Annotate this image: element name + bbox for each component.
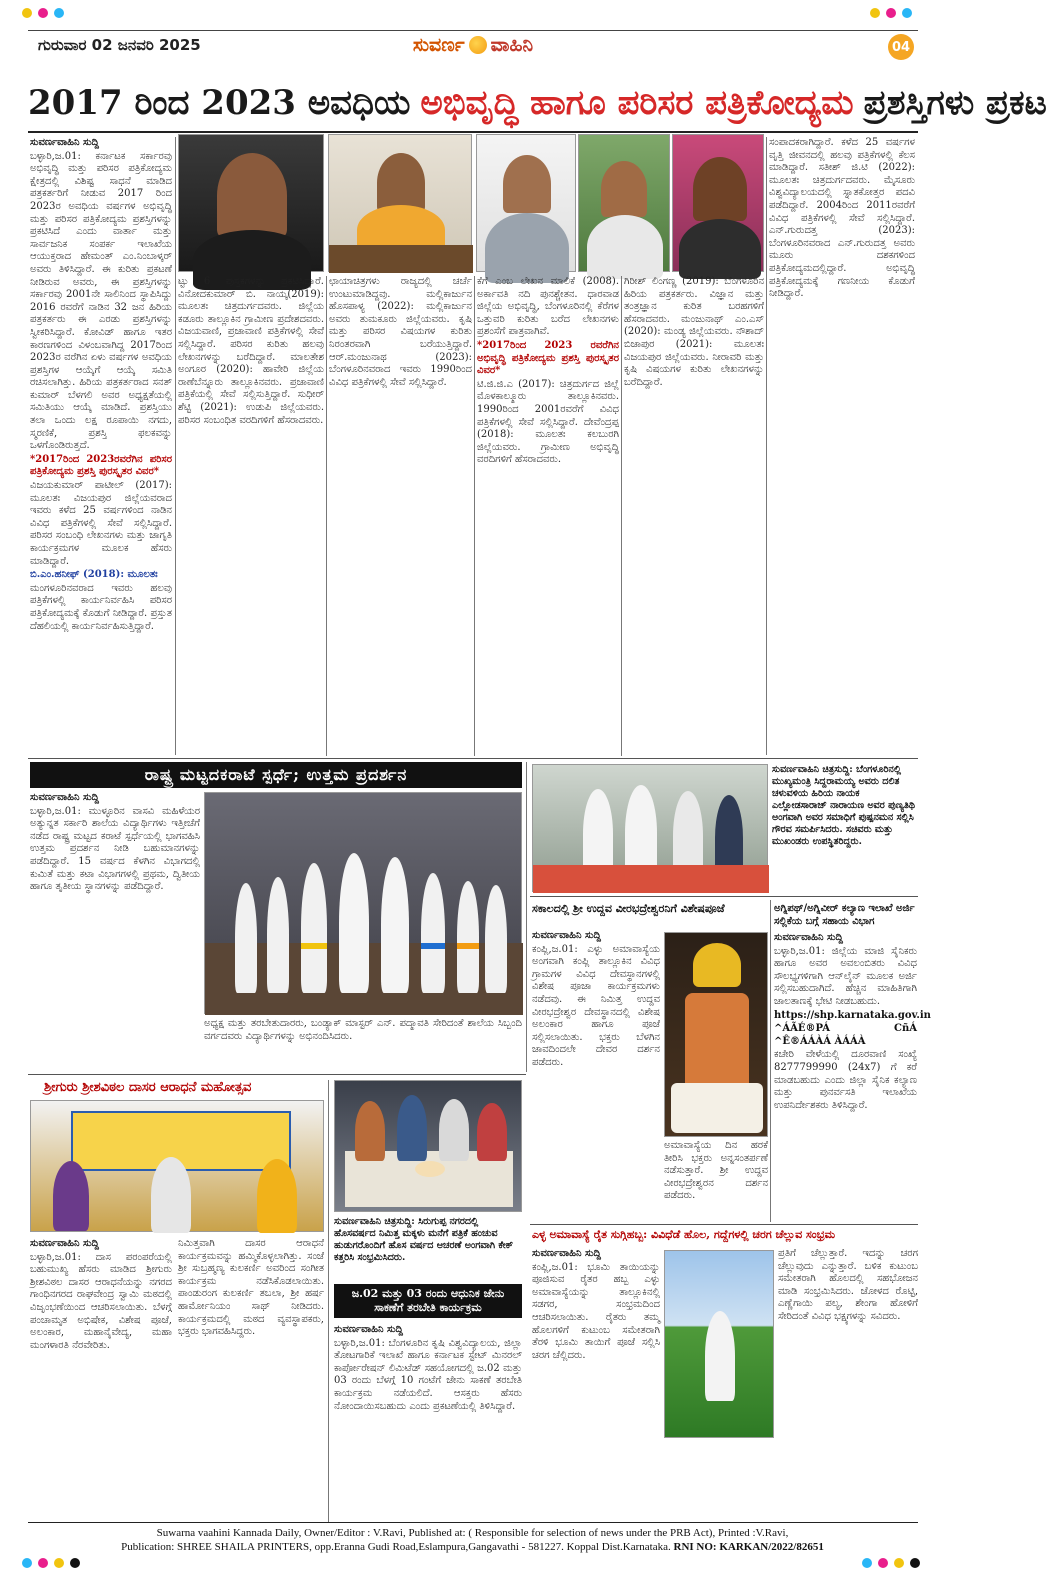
lead-story-column-2: [178, 276, 324, 756]
imprint-line-2: [20, 1540, 925, 1554]
registration-mark-yellow: [870, 8, 880, 18]
issue-date: ಗುರುವಾರ 02 ಜನವರಿ 2025: [38, 36, 201, 54]
section-divider: [28, 758, 918, 759]
amavasya-article-continued: [778, 1248, 918, 1520]
registration-mark-magenta: [878, 1558, 888, 1568]
imprint-footer: [20, 1526, 925, 1554]
lead-col5-text: ಗಿರೀಶ್ ಲಿಂಗಣ್ಣ (2019): ಬೆಂಗಳೂರಿನ ಹಿರಿಯ ಪತ್ರಕರ್ತರು. ವಿಜ್ಞಾನ ಮತ್ತು ತಂತ್ರಜ್ಞಾನ ಕುರಿತ ಬರಹಗಳಿಗೆ ಹೆಸರಾದವರು. ಮಂಜುನಾಥ್ ಎಂ.ಎಸ್ (2020): ಮಂಡ್ಯ ಜಿಲ್ಲೆಯವರು. ನೌಶಾದ್ ಬಿಜಾಪುರ (2021): ಮೂಲತಃ ವಿಜಯಪುರ ಜಿಲ್ಲೆಯವರು. ನೀರಾವರಿ ಮತ್ತು ಕೃಷಿ ವಿಷಯಗಳ ಕುರಿತು ಲೇಖನಗಳನ್ನು ಬರೆದಿದ್ದಾರೆ.: [624, 276, 764, 388]
lead-byline: ಸುವರ್ಣವಾಹಿನಿ ಸುದ್ದಿ: [30, 137, 99, 148]
agniveer-body: ಬಳ್ಳಾರಿ,ಜ.01: ಜಿಲ್ಲೆಯ ಮಾಜಿ ಸೈನಿಕರು ಹಾಗೂ ಅವರ ಅವಲಂಬಿತರು ವಿವಿಧ ಸೌಲಭ್ಯಗಳಿಗಾಗಿ ಆನ್‌ಲೈನ್ ಮೂಲಕ ಅರ್ಜಿ ಸಲ್ಲಿಸಬಹುದಾಗಿದೆ. ಹೆಚ್ಚಿನ ಮಾಹಿತಿಗಾಗಿ ಜಾಲತಾಣಕ್ಕೆ ಭೇಟಿ ನೀಡಬಹುದು.: [774, 945, 917, 1007]
portrait-photo-journalist-3: [476, 134, 576, 272]
masthead-logo: [398, 32, 548, 58]
column-divider: [766, 137, 767, 755]
cm-photo-caption: ಸುವರ್ಣವಾಹಿನಿ ಚಿತ್ರಸುದ್ದಿ: ಬೆಂಗಳೂರಿನಲ್ಲಿ ಮುಖ್ಯಮಂತ್ರಿ ಸಿದ್ದರಾಮಯ್ಯ ಅವರು ದಲಿತ ಚಳುವಳಿಯ ಹಿರಿಯ ನಾಯಕ ಎಲ್ಲೋಡಸಾರಾಜ್ ನಾರಾಯಣ ಅವರ ಪುಣ್ಯತಿಥಿ ಅಂಗವಾಗಿ ಅವರ ಸಮಾಧಿಗೆ ಪುಷ್ಪನಮನ ಸಲ್ಲಿಸಿ ಗೌರವ ಸಮರ್ಪಿಸಿದರು. ಸಚಿವರು ಮತ್ತು ಮುಖಂಡರು ಉಪಸ್ಥಿತರಿದ್ದರು.: [772, 764, 916, 847]
amavasya-body: ಕಂಪ್ಲಿ,ಜ.01: ಭೂಮಿ ತಾಯಿಯನ್ನು ಪೂಜಿಸುವ ರೈತರ ಹಬ್ಬ ಎಳ್ಳು ಅಮಾವಾಸ್ಯೆಯನ್ನು ತಾಲ್ಲೂಕಿನಲ್ಲಿ ಸಡಗರ, ಸಂಭ್ರಮದಿಂದ ಆಚರಿಸಲಾಯಿತು. ರೈತರು ತಮ್ಮ ಹೊಲಗಳಿಗೆ ಕುಟುಂಬ ಸಮೇತರಾಗಿ ತೆರಳಿ ಭೂಮಿ ತಾಯಿಗೆ ಪೂಜೆ ಸಲ್ಲಿಸಿ ಚರಗ ಚೆಲ್ಲಿದರು.: [532, 1261, 660, 1361]
registration-mark-black: [910, 1558, 920, 1568]
lead-col4a-text: ಕೆಗೆ ಎಂಬ ಲೇಖನ ಮಾಲಿಕೆ (2008). ಅರ್ಕಾವತಿ ನದಿ ಪುನಶ್ಚೇತನ. ಧಾರವಾಡ ಜಿಲ್ಲೆಯ ಅಭಿವೃದ್ಧಿ, ಬೆಂಗಳೂರಿನಲ್ಲಿ ಕೆರೆಗಳ ಒತ್ತುವರಿ ಕುರಿತು ಬರೆದ ಲೇಖನಗಳು ಪ್ರಶಂಸೆಗೆ ಪಾತ್ರವಾಗಿವೆ.: [477, 276, 619, 338]
lead-story-column-4: [477, 276, 619, 756]
lead-story-column-1: [30, 137, 172, 755]
karate-article: [30, 792, 200, 1062]
main-headline: [28, 78, 1047, 128]
lead-subhead-environment: *2017ರಿಂದ 2023ರವರೆಗಿನ ಪರಿಸರ ಪತ್ರಿಕೋದ್ಯಮ ಪ್ರಶಸ್ತಿ ಪುರಸ್ಕೃತರ ವಿವರ*: [30, 453, 172, 478]
registration-mark-cyan: [902, 8, 912, 18]
column-divider: [328, 1080, 329, 1522]
aradhane-body: ಬಳ್ಳಾರಿ,ಜ.01: ದಾಸ ಪರಂಪರೆಯಲ್ಲಿ ಬಹುಮುಖ್ಯ ಹೆಸರು ಮಾಡಿದ ಶ್ರೀಗುರು ಶ್ರೀಶವಿಠಲ ದಾಸರ ಆರಾಧನೆಯನ್ನು ನಗರದ ಗಾಂಧಿನಗರದ ರಾಘವೇಂದ್ರ ಸ್ವಾಮಿ ಮಠದಲ್ಲಿ ವಿಜೃಂಭಣೆಯಿಂದ ಆಚರಿಸಲಾಯಿತು. ಬೆಳಗ್ಗೆ ಪಂಚಾಮೃತ ಅಭಿಷೇಕ, ವಿಶೇಷ ಪೂಜೆ, ಅಲಂಕಾರ, ಮಹಾನೈವೇದ್ಯ, ಮಹಾ ಮಂಗಳಾರತಿ ನೆರವೇರಿತು.: [30, 1251, 172, 1351]
lead-col1c-text: ಮಂಗಳೂರಿನವರಾದ ಇವರು ಹಲವು ಪತ್ರಿಕೆಗಳಲ್ಲಿ ಕಾರ್ಯನಿರ್ವಹಿಸಿ ಪರಿಸರ ಪತ್ರಿಕೋದ್ಯಮಕ್ಕೆ ಕೊಡುಗೆ ನೀಡಿದ್ದಾರೆ. ಪ್ರಸ್ತುತ ದೆಹಲಿಯಲ್ಲಿ ಕಾರ್ಯನಿರ್ವಹಿಸುತ್ತಿದ್ದಾರೆ.: [30, 582, 172, 632]
masthead-part1: ಸುವರ್ಣ: [412, 34, 465, 56]
imprint-line-1: Suwarna vaahini Kannada Daily, Owner/Editor : V.Ravi, Published at: ( Responsible for selection of news under the PRB Act), Printed :V.Ravi,: [156, 1527, 789, 1539]
lead-col3-text: ಛಾಯಾಚಿತ್ರಗಳು ರಾಜ್ಯದಲ್ಲಿ ಚರ್ಚೆ ಉಂಟುಮಾಡಿದ್ದವು. ಮಲ್ಲಿಕಾರ್ಜುನ ಹೊಸಪಾಳ್ಯ (2022): ಮಲ್ಲಿಕಾರ್ಜುನ ಅವರು ತುಮಕೂರು ಜಿಲ್ಲೆಯವರು. ಕೃಷಿ ಮತ್ತು ಪರಿಸರ ವಿಷಯಗಳ ಕುರಿತು ನಿರಂತರವಾಗಿ ಬರೆಯುತ್ತಿದ್ದಾರೆ. ಆರ್.ಮಂಜುನಾಥ (2023): ಬೆಂಗಳೂರಿನವರಾದ ಇವರು 1990ರಿಂದ ವಿವಿಧ ಪತ್ರಿಕೆಗಳಲ್ಲಿ ಸೇವೆ ಸಲ್ಲಿಸಿದ್ದಾರೆ.: [329, 276, 472, 388]
column-divider: [526, 762, 527, 1072]
veerabhadra-title: ಸಕಾಲದಲ್ಲಿ ಶ್ರೀ ಉದ್ದವ ವೀರಭದ್ರೇಶ್ವರನಿಗೆ ವಿಶೇಷಪೂಜೆ: [532, 902, 725, 915]
section-divider: [28, 1074, 526, 1075]
veerabhadra-caption-text: ಅಮಾವಾಸ್ಯೆಯ ದಿನ ಹರಕೆ ತೀರಿಸಿ ಭಕ್ತರು ಅನ್ನಸಂತರ್ಪಣೆ ನಡೆಸುತ್ತಾರೆ. ಶ್ರೀ ಉದ್ದವ ವೀರಭದ್ರೇಶ್ವರನ ದರ್ಶನ ಪಡೆದರು.: [664, 1140, 768, 1202]
veerabhadra-article: [532, 930, 660, 1220]
masthead-part2: ವಾಹಿನಿ: [490, 34, 534, 56]
agniveer-garbled-text: ^ÁÃÉ®PÁ CñÁ ^Ê®ÁÁÀÁ ÀÁÁÀ: [774, 1023, 917, 1047]
rni-number: RNI NO: KARKAN/2022/82651: [673, 1541, 824, 1553]
children-cake-photo: [334, 1080, 522, 1212]
agniveer-byline: ಸುವರ್ಣವಾಹಿನಿ ಸುದ್ದಿ: [774, 932, 843, 943]
portrait-photo-journalist-5: [672, 134, 764, 272]
agniveer-title: ಅಗ್ನಿಪಥ್/ಅಗ್ನಿವೀರ್ ಕಲ್ಯಾಣ ಇಲಾಖೆ ಅರ್ಜಿ ಸಲ್ಲಿಕೆಯ ಬಗ್ಗೆ ಸಹಾಯ ವಿಭಾಗ: [774, 903, 915, 927]
aradhane-article-continued: [178, 1238, 324, 1520]
veerabhadra-idol-photo: [664, 932, 768, 1137]
column-divider: [175, 137, 176, 755]
agniveer-url: https://shp.karnataka.gov.in: [774, 1009, 931, 1021]
aradhane-body-2: ನಿಮಿತ್ತವಾಗಿ ದಾಸರ ಆರಾಧನೆ ಕಾರ್ಯಕ್ರಮವನ್ನು ಹಮ್ಮಿಕೊಳ್ಳಲಾಗಿತ್ತು. ಸಂಜೆ ಶ್ರೀ ಸುಬ್ರಹ್ಮಣ್ಯ ಕುಲಕರ್ಣಿ ಅವರಿಂದ ಸಂಗೀತ ಕಾರ್ಯಕ್ರಮ ನಡೆಸಿಕೊಡಲಾಯಿತು. ಪಾಂಡುರಂಗ ಕುಲಕರ್ಣಿ ತಬಲಾ, ಶ್ರೀ ಹರ್ಷ ಹಾರ್ಮೋನಿಯಂ ಸಾಥ್ ನೀಡಿದರು. ಕಾರ್ಯಕ್ರಮದಲ್ಲಿ ಮಠದ ವ್ಯವಸ್ಥಾಪಕರು, ಭಕ್ತರು ಭಾಗವಹಿಸಿದ್ದರು.: [178, 1238, 324, 1338]
veerabhadra-photo-caption: [664, 1140, 768, 1222]
registration-mark-magenta: [38, 1558, 48, 1568]
training-title: ಜ.02 ಮತ್ತು 03 ರಂದು ಆಧುನಿಕ ಜೇನು ಸಾಕಣೆಗೆ ತರಬೇತಿ ಕಾರ್ಯಕ್ರಮ: [334, 1284, 522, 1318]
veerabhadra-body: ಕಂಪ್ಲಿ,ಜ.01: ಎಳ್ಳು ಅಮಾವಾಸ್ಯೆಯ ಅಂಗವಾಗಿ ಕಂಪ್ಲಿ ತಾಲ್ಲೂಕಿನ ವಿವಿಧ ಗ್ರಾಮಗಳ ವಿವಿಧ ದೇವಸ್ಥಾನಗಳಲ್ಲಿ ವಿಶೇಷ ಪೂಜಾ ಕಾರ್ಯಕ್ರಮಗಳು ನಡೆದವು. ಈ ನಿಮಿತ್ತ ಉದ್ದವ ವೀರಭದ್ರೇಶ್ವರ ದೇವಸ್ಥಾನದಲ್ಲಿ ವಿಶೇಷ ಅಲಂಕಾರ ಹಾಗೂ ಪೂಜೆ ಸಲ್ಲಿಸಲಾಯಿತು. ಭಕ್ತರು ಬೆಳಗಿನ ಜಾವದಿಂದಲೇ ದೇವರ ದರ್ಶನ ಪಡೆದರು.: [532, 943, 660, 1068]
globe-icon: [469, 36, 487, 54]
farmer-field-photo: [664, 1250, 774, 1438]
registration-mark-cyan: [54, 8, 64, 18]
children-photo-caption: ಸುವರ್ಣವಾಹಿನಿ ಚಿತ್ರಸುದ್ದಿ: ಸಿರುಗುಪ್ಪ ನಗರದಲ್ಲಿ ಹೊಸವರ್ಷದ ನಿಮಿತ್ತ ಮಕ್ಕಳು ಮನೆಗೆ ಪತ್ರಿಕೆ ಹಂಚುವ ಹುಡುಗರೊಂದಿಗೆ ಹೊಸ ವರ್ಷದ ಆಚರಣೆ ಅಂಗವಾಗಿ ಕೇಕ್ ಕತ್ತರಿಸಿ ಸಂಭ್ರಮಿಸಿದರು.: [334, 1216, 514, 1263]
lead-col1b-text: ವಿಜಯಕುಮಾರ್ ಪಾಟೀಲ್ (2017): ಮೂಲತಃ ವಿಜಯಪುರ ಜಿಲ್ಲೆಯವರಾದ ಇವರು ಕಳೆದ 25 ವರ್ಷಗಳಿಂದ ನಾಡಿನ ವಿವಿಧ ಪತ್ರಿಕೆಗಳಲ್ಲಿ ಸೇವೆ ಸಲ್ಲಿಸಿದ್ದಾರೆ. ಪರಿಸರ ಸಂಬಂಧಿ ಲೇಖನಗಳು ಮತ್ತು ಜಾಗೃತಿ ಕಾರ್ಯಕ್ರಮಗಳ ಮೂಲಕ ಹೆಸರು ಮಾಡಿದ್ದಾರೆ.: [30, 480, 172, 567]
column-divider: [326, 276, 327, 756]
section-divider: [530, 1224, 918, 1225]
headline-rule: [28, 131, 918, 133]
training-body: ಬಳ್ಳಾರಿ,ಜ.01: ಬೆಂಗಳೂರಿನ ಕೃಷಿ ವಿಶ್ವವಿದ್ಯಾಲಯ, ಜಿಲ್ಲಾ ತೋಟಗಾರಿಕೆ ಇಲಾಖೆ ಹಾಗೂ ಕರ್ನಾಟಕ ಸ್ಟೇಟ್ ಮಿನರಲ್ ಕಾರ್ಪೋರೇಷನ್ ಲಿಮಿಟೆಡ್ ಸಹಯೋಗದಲ್ಲಿ ಜ.02 ಮತ್ತು 03 ರಂದು ಬೆಳಗ್ಗೆ 10 ಗಂಟೆಗೆ ಜೇನು ಸಾಕಣೆ ತರಬೇತಿ ಕಾರ್ಯಕ್ರಮ ನಡೆಯಲಿದೆ. ಆಸಕ್ತರು ಹೆಸರು ನೋಂದಾಯಿಸಬಹುದು ಎಂದು ಪ್ರಕಟಣೆಯಲ್ಲಿ ತಿಳಿಸಿದ್ದಾರೆ.: [334, 1337, 522, 1412]
headline-part3: ಪ್ರಶಸ್ತಿಗಳು ಪ್ರಕಟ: [863, 83, 1047, 123]
headline-part1: 2017 ರಿಂದ 2023 ಅವಧಿಯ: [28, 83, 411, 123]
registration-mark-magenta: [886, 8, 896, 18]
page-number-badge: 04: [888, 34, 914, 60]
training-byline: ಸುವರ್ಣವಾಹಿನಿ ಸುದ್ದಿ: [334, 1324, 403, 1335]
amavasya-article: [532, 1248, 660, 1520]
lead-story-column-5: [624, 276, 764, 756]
lead-col4b-text: ಟಿ.ಜಿ.ಜಿ.ಎ (2017): ಚಿತ್ರದುರ್ಗದ ಜಿಲ್ಲೆ ಮೊಳಕಾಲ್ಮೂರು ತಾಲ್ಲೂಕಿನವರು. 1990ರಿಂದ 2001ರವರೆಗೆ ವಿವಿಧ ಪತ್ರಿಕೆಗಳಲ್ಲಿ ಸೇವೆ ಸಲ್ಲಿಸಿದ್ದಾರೆ. ದೇವೆಂದ್ರಪ್ಪ (2018): ಮೂಲತಃ ಕಲಬುರಗಿ ಜಿಲ್ಲೆಯವರು. ಗ್ರಾಮೀಣ ಅಭಿವೃದ್ಧಿ ವರದಿಗಳಿಗೆ ಹೆಸರಾದವರು.: [477, 378, 619, 466]
registration-mark-magenta: [38, 8, 48, 18]
agniveer-body-2: ಕಚೇರಿ ವೇಳೆಯಲ್ಲಿ ದೂರವಾಣಿ ಸಂಖ್ಯೆ 8277799990 (24x7) ಗೆ ಕರೆ ಮಾಡಬಹುದು ಎಂದು ಜಿಲ್ಲಾ ಸೈನಿಕ ಕಲ್ಯಾಣ ಮತ್ತು ಪುನರ್ವಸತಿ ಇಲಾಖೆಯ ಉಪನಿರ್ದೇಶಕರು ತಿಳಿಸಿದ್ದಾರೆ.: [774, 1049, 917, 1111]
portrait-photo-journalist-4: [578, 134, 670, 272]
lead-story-column-3: [329, 276, 472, 756]
training-article: [334, 1324, 522, 1520]
column-divider: [770, 900, 771, 1222]
karate-team-photo: [204, 792, 522, 1014]
karate-body: ಬಳ್ಳಾರಿ,ಜ.01: ಮುಳ್ಳೂರಿನ ವಾಸವಿ ಮಹಿಳೆಯರ ಅತ್ಯುನ್ನತ ಸರ್ಕಾರಿ ಶಾಲೆಯ ವಿದ್ಯಾರ್ಥಿಗಳು ಇತ್ತೀಚೆಗೆ ನಡೆದ ರಾಷ್ಟ್ರ ಮಟ್ಟದ ಕರಾಟೆ ಸ್ಪರ್ಧೆಯಲ್ಲಿ ಭಾಗವಹಿಸಿ ಉತ್ತಮ ಪ್ರದರ್ಶನ ನೀಡಿ ಬಹುಮಾನಗಳನ್ನು ಪಡೆದಿದ್ದಾರೆ. 15 ವರ್ಷದ ಕೆಳಗಿನ ವಿಭಾಗದಲ್ಲಿ ಕುಮಿತೆ ಮತ್ತು ಕಟಾ ವಿಭಾಗಗಳಲ್ಲಿ ಪ್ರಥಮ, ದ್ವಿತೀಯ ಹಾಗೂ ತೃತೀಯ ಸ್ಥಾನಗಳನ್ನು ಪಡೆದಿದ್ದಾರೆ.: [30, 805, 200, 893]
karate-byline: ಸುವರ್ಣವಾಹಿನಿ ಸುದ್ದಿ: [30, 792, 99, 803]
karate-section-title: ರಾಷ್ಟ್ರ ಮಟ್ಟದಕರಾಟೆ ಸ್ಪರ್ಧೆ; ಉತ್ತಮ ಪ್ರದರ್ಶನ: [30, 762, 522, 788]
karate-photo-caption: [204, 1018, 522, 1070]
registration-mark-yellow: [894, 1558, 904, 1568]
portrait-photo-journalist-2: [328, 134, 472, 272]
aradhane-byline: ಸುವರ್ಣವಾಹಿನಿ ಸುದ್ದಿ: [30, 1238, 99, 1249]
headline-part2: ಅಭಿವೃದ್ಧಿ ಹಾಗೂ ಪರಿಸರ ಪತ್ರಿಕೋದ್ಯಮ: [420, 83, 854, 123]
aradhane-music-photo: [30, 1100, 324, 1232]
lead-subhead-hanif: ಬಿ.ಎಂ.ಹನೀಫ್ (2018): ಮೂಲತಃ: [30, 569, 158, 581]
amavasya-title: ಎಳ್ಳ ಅಮಾವಾಸ್ಯೆ ರೈತ ಸುಗ್ಗಿಹಬ್ಬ: ವಿವಿಧೆಡೆ ಹೊಲ, ಗದ್ದೆಗಳಲ್ಲಿ ಚರಗ ಚೆಲ್ಲುವ ಸಂಭ್ರಮ: [532, 1228, 836, 1241]
lead-story-column-6: [769, 137, 915, 755]
amavasya-byline: ಸುವರ್ಣವಾಹಿನಿ ಸುದ್ದಿ: [532, 1248, 601, 1259]
karate-caption-text: ಅಧ್ಯಕ್ಷ ಮತ್ತು ತರಬೇತುದಾರರು, ಬಂಡ್ಯಾಕ್ ಮಾಸ್ಟರ್ ಎನ್. ಪದ್ಮಾವತಿ ಸೇರಿದಂತೆ ಶಾಲೆಯ ಸಿಬ್ಬಂದಿ ವರ್ಗದವರು ವಿದ್ಯಾರ್ಥಿಗಳನ್ನು ಅಭಿನಂದಿಸಿದರು.: [204, 1018, 522, 1042]
lead-subhead-development: *2017ರಿಂದ 2023 ರವರೆಗಿನ ಅಭಿವೃದ್ಧಿ ಪತ್ರಿಕೋದ್ಯಮ ಪ್ರಶಸ್ತಿ ಪುರಸ್ಕೃತರ ವಿವರ*: [477, 339, 619, 377]
column-divider: [621, 276, 622, 756]
section-divider: [530, 896, 918, 897]
cm-tribute-photo: [532, 764, 768, 892]
lead-col1-text: ಬಳ್ಳಾರಿ,ಜ.01: ಕರ್ನಾಟಕ ಸರ್ಕಾರವು ಅಭಿವೃದ್ಧಿ ಮತ್ತು ಪರಿಸರ ಪತ್ರಿಕೋದ್ಯಮ ಕ್ಷೇತ್ರದಲ್ಲಿ ವಿಶಿಷ್ಟ ಸಾಧನೆ ಮಾಡಿದ ಪತ್ರಕರ್ತರಿಗೆ ನೀಡುವ 2017 ರಿಂದ 2023ರ ಅವಧಿಯ ವರ್ಷಗಳ ಅಭಿವೃದ್ಧಿ ಮತ್ತು ಪರಿಸರ ಪತ್ರಿಕೋದ್ಯಮ ಪ್ರಶಸ್ತಿಗಳನ್ನು ಪ್ರಕಟಿಸಿದೆ ಎಂದು ವಾರ್ತಾ ಮತ್ತು ಸಾರ್ವಜನಿಕ ಸಂಪರ್ಕ ಇಲಾಖೆಯ ಆಯುಕ್ತರಾದ ಹೇಮಂತ್ ಎಂ.ನಿಂಬಾಳ್ಕರ್ ಅವರು ತಿಳಿಸಿದ್ದಾರೆ. ಈ ಕುರಿತು ಪ್ರಕಟಣೆ ನೀಡಿರುವ ಅವರು, ಈ ಪ್ರಶಸ್ತಿಗಳನ್ನು ಸರ್ಕಾರವು 2001ನೇ ಸಾಲಿನಿಂದ ಸ್ಥಾಪಿಸಿದ್ದು 2016 ರವರೆಗೆ ನಾಡಿನ 32 ಜನ ಹಿರಿಯ ಪತ್ರಕರ್ತರು ಈ ಎರಡು ಪ್ರಶಸ್ತಿಗಳನ್ನು ಸ್ವೀಕರಿಸಿದ್ದಾರೆ. ಕೋವಿಡ್ ಹಾಗೂ ಇತರ ಕಾರಣಗಳಿಂದ ವಿಳಂಬವಾಗಿದ್ದ 2017ರಿಂದ 2023ರ ವರೆಗಿನ ಏಳು ವರ್ಷಗಳ ಅವಧಿಯ ಪ್ರಶಸ್ತಿಗಳ ಆಯ್ಕೆಗೆ ಆಯ್ಕೆ ಸಮಿತಿ ರಚಿಸಲಾಗಿತ್ತು. ಹಿರಿಯ ಪತ್ರಕರ್ತರಾದ ಸನತ್ ಕುಮಾರ್ ಬೆಳಗಲಿ ಅವರ ಅಧ್ಯಕ್ಷತೆಯಲ್ಲಿ ಸಮಿತಿಯು ಆಯ್ಕೆ ಮಾಡಿದೆ. ಪ್ರಶಸ್ತಿಯು ತಲಾ ಒಂದು ಲಕ್ಷ ರೂಪಾಯಿ ನಗದು, ಸ್ಮರಣಿಕೆ, ಪ್ರಶಸ್ತಿ ಫಲಕವನ್ನು ಒಳಗೊಂಡಿರುತ್ತದೆ.: [30, 150, 172, 452]
header-top-rule: [28, 30, 918, 31]
registration-mark-cyan: [862, 1558, 872, 1568]
registration-mark-cyan: [22, 1558, 32, 1568]
aradhane-title: ಶ್ರೀಗುರು ಶ್ರೀಶವಿಠಲ ದಾಸರ ಆರಾಧನೆ ಮಹೋತ್ಸವ: [44, 1080, 252, 1095]
veerabhadra-byline: ಸುವರ್ಣವಾಹಿನಿ ಸುದ್ದಿ: [532, 930, 601, 941]
agniveer-article: [774, 932, 931, 1222]
registration-mark-black: [70, 1558, 80, 1568]
footer-rule: [28, 1522, 918, 1523]
registration-mark-yellow: [22, 8, 32, 18]
portrait-photo-journalist-1: [178, 134, 324, 272]
lead-col2-text: ಟ್ಟು 6 ಪುಸ್ತಕಗಳನ್ನು ಪ್ರಕಟಿಸಿದ್ದಾರೆ. ವಿನೋದಕುಮಾರ್ ಬಿ. ನಾಯ್ಕ(2019): ಮೂಲತಃ ಚಿತ್ರದುರ್ಗದವರು. ಜಿಲ್ಲೆಯ ಕಡೂರು ತಾಲ್ಲೂಕಿನ ಗ್ರಾಮೀಣ ಪ್ರದೇಶದವರು. ವಿಜಯವಾಣಿ, ಪ್ರಜಾವಾಣಿ ಪತ್ರಿಕೆಗಳಲ್ಲಿ ಸೇವೆ ಸಲ್ಲಿಸಿದ್ದಾರೆ. ಪರಿಸರ ಕುರಿತು ಹಲವು ಲೇಖನಗಳನ್ನು ಬರೆದಿದ್ದಾರೆ. ಮಾಲತೇಶ ಅಂಗೂರ (2020): ಹಾವೇರಿ ಜಿಲ್ಲೆಯ ರಾಣೆಬೆನ್ನೂರು ತಾಲ್ಲೂಕಿನವರು. ಪ್ರಜಾವಾಣಿ ಪತ್ರಿಕೆಯಲ್ಲಿ ಸೇವೆ ಸಲ್ಲಿಸುತ್ತಿದ್ದಾರೆ. ಸುಧೀರ್ ಶೆಟ್ಟಿ (2021): ಉಡುಪಿ ಜಿಲ್ಲೆಯವರು. ಪರಿಸರ ಸಂಬಂಧಿತ ವರದಿಗಳಿಗೆ ಹೆಸರಾದವರು.: [178, 276, 324, 426]
column-divider: [474, 276, 475, 756]
amavasya-body-2: ಪ್ರತಿಗೆ ಚೆಲ್ಲುತ್ತಾರೆ. ಇದನ್ನು ಚರಗ ಚೆಲ್ಲುವುದು ಎನ್ನುತ್ತಾರೆ. ಬಳಿಕ ಕುಟುಂಬ ಸಮೇತರಾಗಿ ಹೊಲದಲ್ಲಿ ಸಹಭೋಜನ ಮಾಡಿ ಸಂಭ್ರಮಿಸಿದರು. ಜೋಳದ ರೊಟ್ಟಿ, ಎಣ್ಣೆಗಾಯಿ ಪಲ್ಯ, ಶೇಂಗಾ ಹೋಳಿಗೆ ಸೇರಿದಂತೆ ವಿವಿಧ ಭಕ್ಷ್ಯಗಳನ್ನು ಸವಿದರು.: [778, 1248, 918, 1322]
imprint-publication: Publication: SHREE SHAILA PRINTERS, opp.Eranna Gudi Road,Eslampura,Gangavathi - 581227. Koppal Dist.Karnataka.: [121, 1541, 671, 1553]
lead-col6-text: ಸಂಪಾದಕರಾಗಿದ್ದಾರೆ. ಕಳೆದ 25 ವರ್ಷಗಳ ವೃತ್ತಿ ಜೀವನದಲ್ಲಿ ಹಲವು ಪತ್ರಿಕೆಗಳಲ್ಲಿ ಕೆಲಸ ಮಾಡಿದ್ದಾರೆ. ಸತೀಶ್ ಜಿ.ಟಿ (2022): ಮೂಲತಃ ಚಿತ್ರದುರ್ಗದವರು. ಮೈಸೂರು ವಿಶ್ವವಿದ್ಯಾಲಯದಲ್ಲಿ ಸ್ನಾತಕೋತ್ತರ ಪದವಿ ಪಡೆದಿದ್ದಾರೆ. 2004ರಿಂದ 2011ರವರೆಗೆ ವಿವಿಧ ಪತ್ರಿಕೆಗಳಲ್ಲಿ ಸೇವೆ ಸಲ್ಲಿಸಿದ್ದಾರೆ. ಎನ್.ಗುರುದತ್ತ (2023): ಬೆಂಗಳೂರಿನವರಾದ ಎನ್.ಗುರುದತ್ತ ಅವರು ಮೂರು ದಶಕಗಳಿಂದ ಪತ್ರಿಕೋದ್ಯಮದಲ್ಲಿದ್ದಾರೆ. ಅಭಿವೃದ್ಧಿ ಪತ್ರಿಕೋದ್ಯಮಕ್ಕೆ ಗಣನೀಯ ಕೊಡುಗೆ ನೀಡಿದ್ದಾರೆ.: [769, 137, 915, 300]
registration-mark-yellow: [54, 1558, 64, 1568]
aradhane-article: [30, 1238, 172, 1520]
